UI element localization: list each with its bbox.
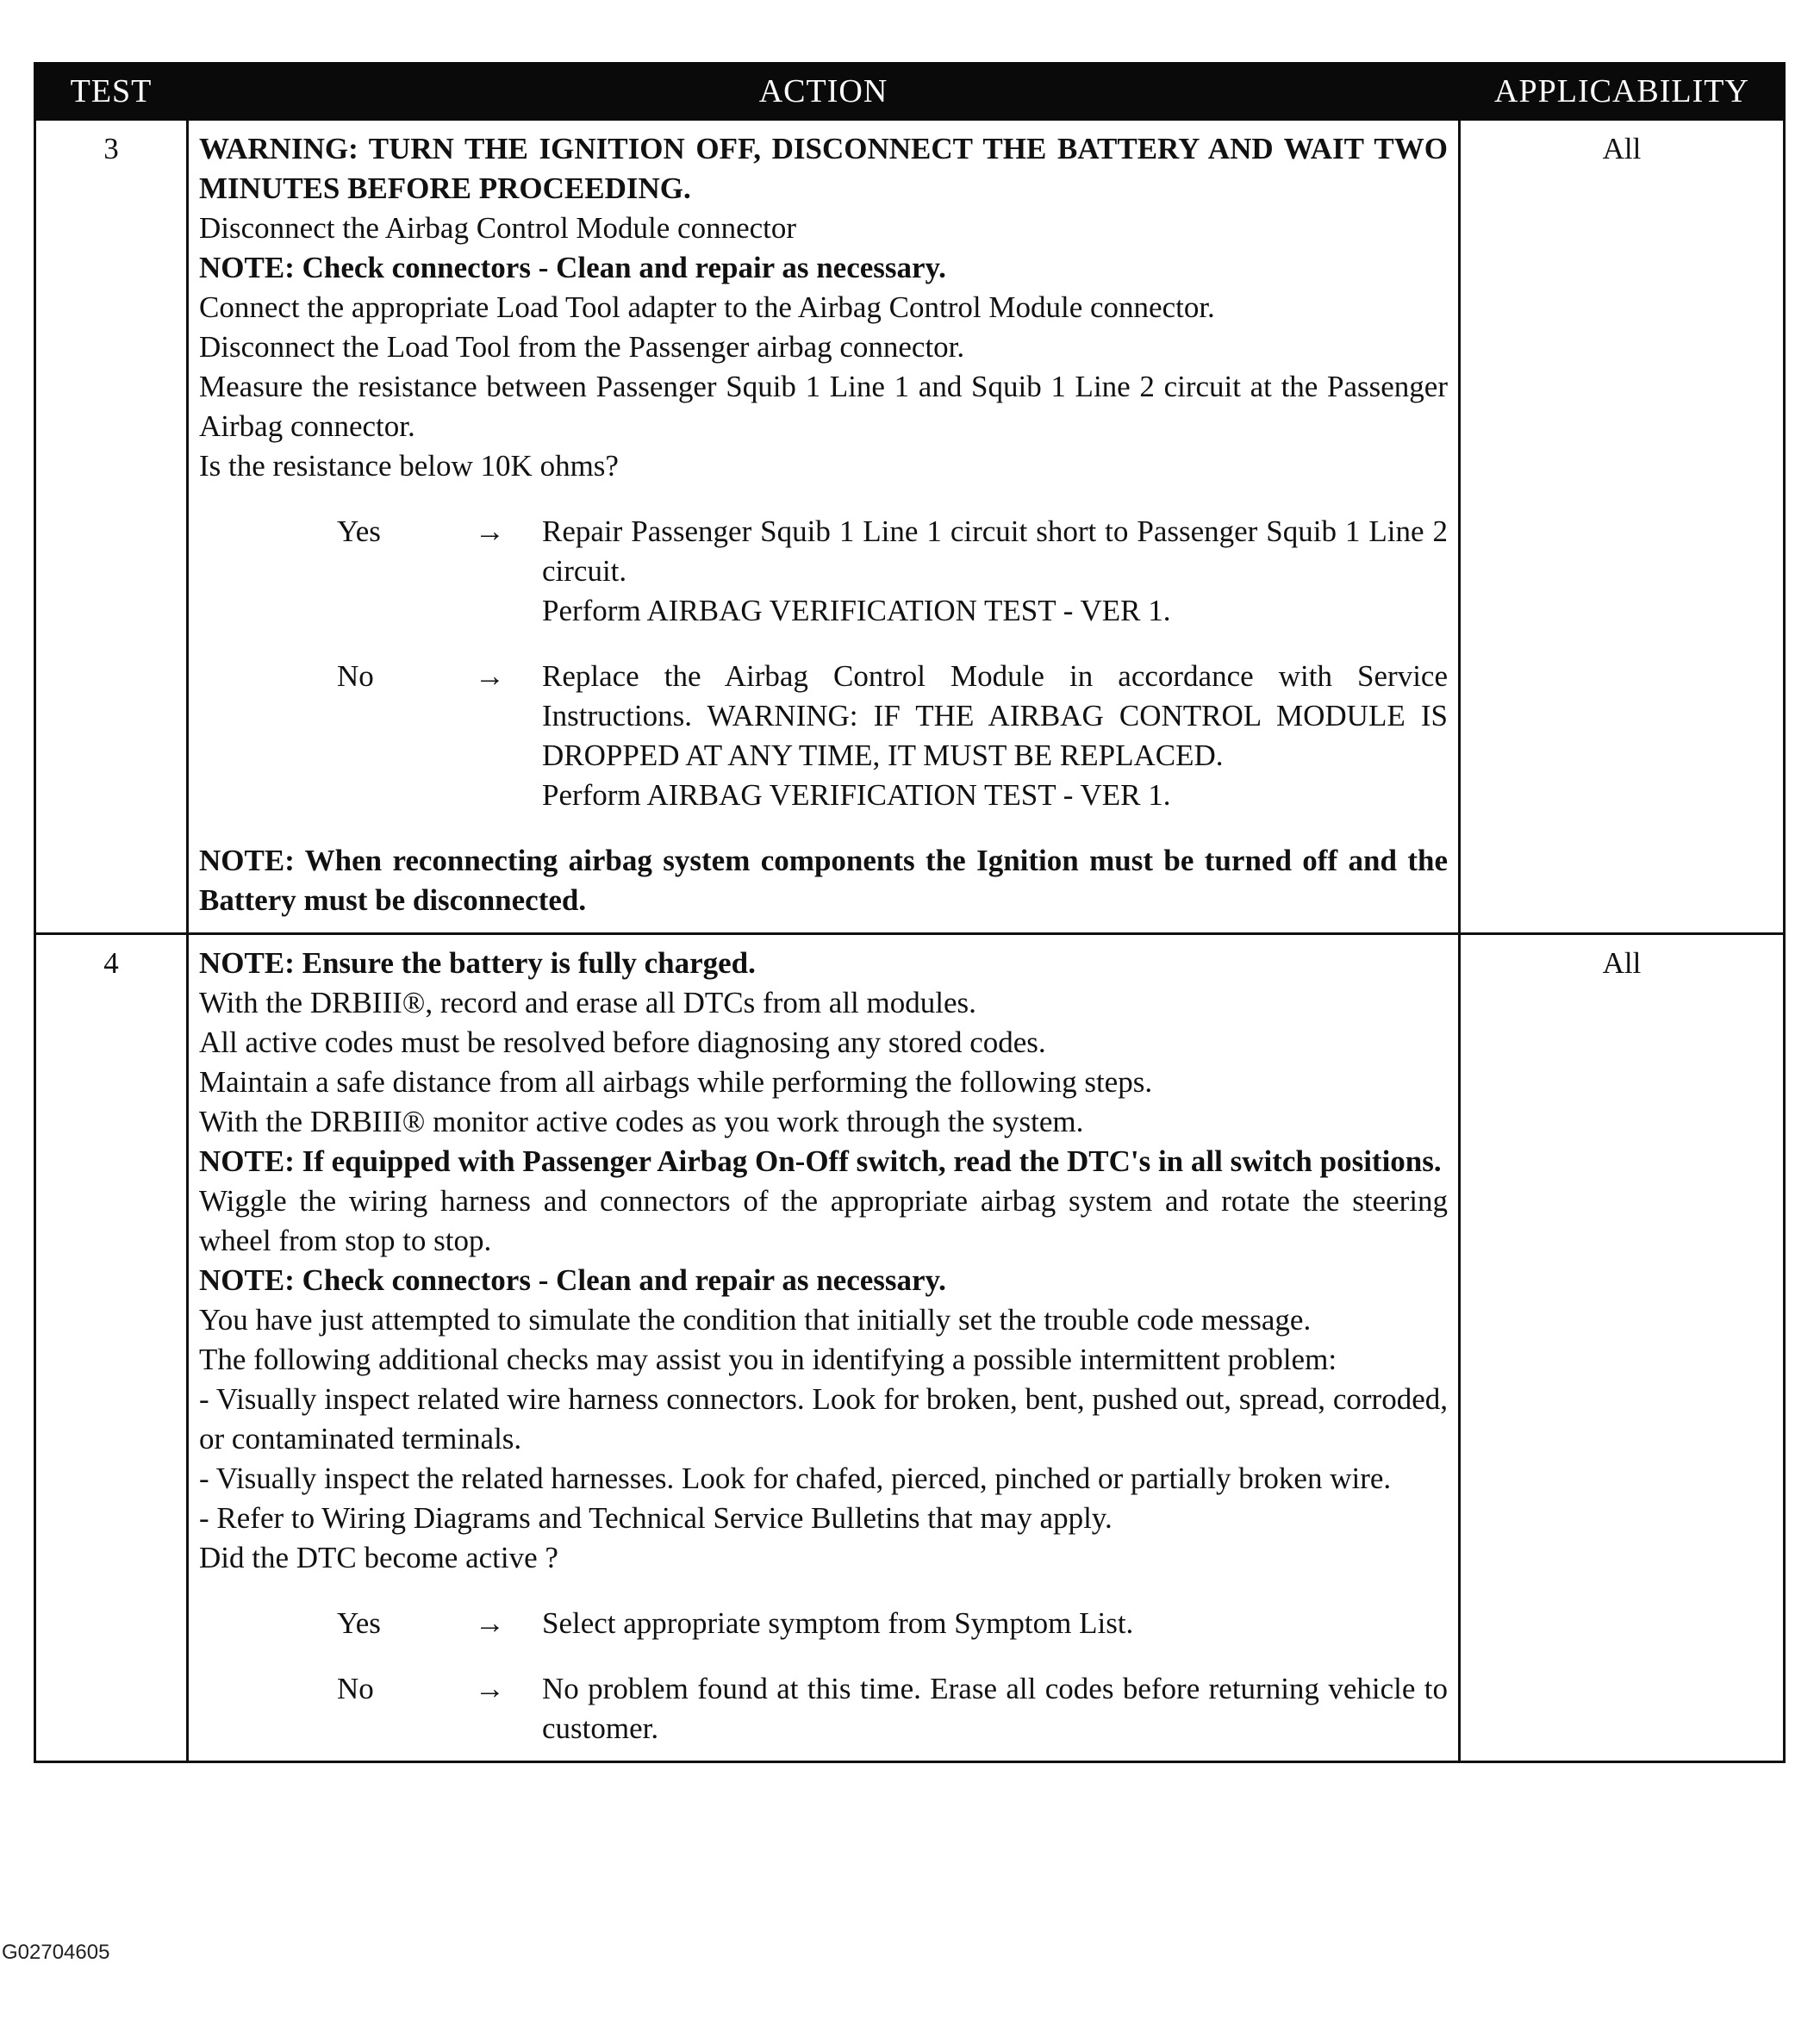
header-action: ACTION <box>188 64 1460 120</box>
test-number: 3 <box>35 120 188 934</box>
answer-no <box>199 1669 1448 1748</box>
answer-label: Yes <box>337 514 381 548</box>
answer-line: Replace the Airbag Control Module in accordance with Service Instructions. WARNING: IF THE AIRBAG CONTROL MODULE IS DROPPED AT ANY TIME, IT MUST BE REPLACED. <box>542 659 1448 772</box>
table-row <box>35 120 1785 934</box>
answer-label: No <box>337 1672 374 1705</box>
answer-label: No <box>337 659 374 693</box>
check-item: - Refer to Wiring Diagrams and Technical Service Bulletins that may apply. <box>199 1501 1113 1535</box>
note-text: NOTE: When reconnecting airbag system components the Ignition must be turned off and the Battery must be disconnected. <box>199 844 1448 917</box>
action-step: Maintain a safe distance from all airbags while performing the following steps. <box>199 1065 1153 1099</box>
action-step: Wiggle the wiring harness and connectors of the appropriate airbag system and rotate the steering wheel from stop to stop. <box>199 1184 1448 1257</box>
note-text: NOTE: Check connectors - Clean and repair as necessary. <box>199 1263 946 1297</box>
diagnostic-test-table <box>34 62 1786 1763</box>
answer-yes <box>199 1604 1448 1643</box>
answer-text <box>542 512 1448 631</box>
answer-label: Yes <box>337 1606 381 1640</box>
warning-text: WARNING: TURN THE IGNITION OFF, DISCONNECT THE BATTERY AND WAIT TWO MINUTES BEFORE PROCEEDING. <box>199 132 1448 205</box>
answer-list <box>199 1604 1448 1748</box>
arrow-right-icon: → <box>475 514 505 548</box>
action-step: Connect the appropriate Load Tool adapter to the Airbag Control Module connector. <box>199 290 1215 324</box>
action-step: With the DRBIII®, record and erase all DTCs from all modules. <box>199 986 976 1019</box>
answer-text <box>542 1604 1448 1643</box>
answer-text <box>542 1669 1448 1748</box>
test-number: 4 <box>35 934 188 1762</box>
table-row <box>35 934 1785 1762</box>
answer-line: No problem found at this time. Erase all codes before returning vehicle to customer. <box>542 1672 1448 1745</box>
answer-list <box>199 512 1448 815</box>
answer-line: Repair Passenger Squib 1 Line 1 circuit short to Passenger Squib 1 Line 2 circuit. <box>542 514 1448 588</box>
question-text: Is the resistance below 10K ohms? <box>199 449 619 483</box>
action-step: With the DRBIII® monitor active codes as you work through the system. <box>199 1105 1084 1138</box>
answer-line: Select appropriate symptom from Symptom List. <box>542 1606 1134 1640</box>
check-item: - Visually inspect related wire harness connectors. Look for broken, bent, pushed out, spread, corroded, or contaminated terminals. <box>199 1382 1448 1455</box>
note-text: NOTE: Check connectors - Clean and repair as necessary. <box>199 251 946 284</box>
figure-id-label: G02704605 <box>2 1941 110 1964</box>
answer-no <box>199 657 1448 815</box>
answer-line: Perform AIRBAG VERIFICATION TEST - VER 1. <box>542 594 1171 627</box>
table-header-row <box>35 64 1785 120</box>
applicability-value: All <box>1460 934 1785 1762</box>
action-step: Measure the resistance between Passenger Squib 1 Line 1 and Squib 1 Line 2 circuit at the Passenger Airbag connector. <box>199 370 1448 443</box>
action-step: The following additional checks may assist you in identifying a possible intermittent problem: <box>199 1343 1337 1376</box>
header-applicability: APPLICABILITY <box>1460 64 1785 120</box>
answer-yes <box>199 512 1448 631</box>
arrow-right-icon: → <box>475 659 505 693</box>
note-text: NOTE: If equipped with Passenger Airbag On-Off switch, read the DTC's in all switch positions. <box>199 1144 1442 1178</box>
check-item: - Visually inspect the related harnesses. Look for chafed, pierced, pinched or partially broken wire. <box>199 1462 1392 1495</box>
action-step: All active codes must be resolved before diagnosing any stored codes. <box>199 1025 1046 1059</box>
action-cell <box>188 120 1460 934</box>
action-step: Disconnect the Airbag Control Module connector <box>199 211 797 245</box>
question-text: Did the DTC become active ? <box>199 1541 558 1574</box>
header-test: TEST <box>35 64 188 120</box>
arrow-right-icon: → <box>475 1672 505 1705</box>
applicability-value: All <box>1460 120 1785 934</box>
answer-text <box>542 657 1448 815</box>
action-step: You have just attempted to simulate the condition that initially set the trouble code message. <box>199 1303 1312 1337</box>
answer-line: Perform AIRBAG VERIFICATION TEST - VER 1. <box>542 778 1171 812</box>
arrow-right-icon: → <box>475 1606 505 1640</box>
note-text: NOTE: Ensure the battery is fully charged. <box>199 946 756 980</box>
action-step: Disconnect the Load Tool from the Passenger airbag connector. <box>199 330 965 364</box>
action-cell <box>188 934 1460 1762</box>
